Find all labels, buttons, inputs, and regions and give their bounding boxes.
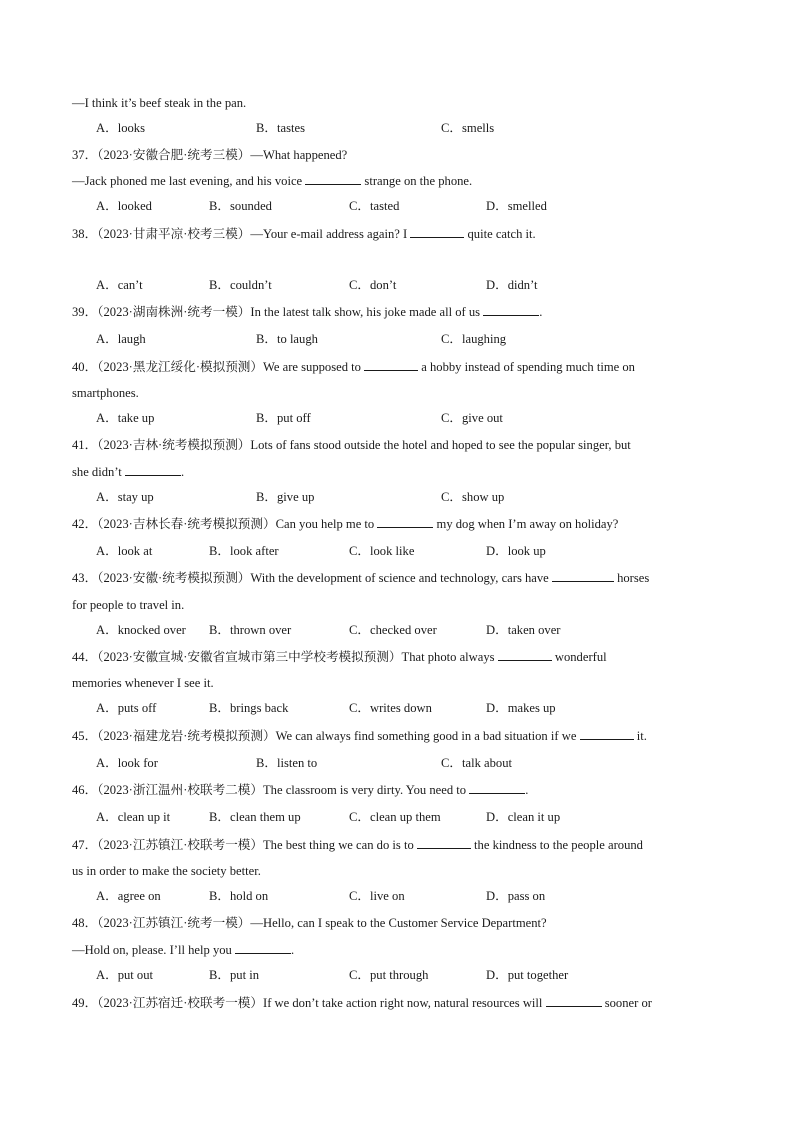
question-43-stem: 43．（2023·安徽·统考模拟预测）With the development of science and technology, cars have horses: [72, 571, 650, 585]
question-44-options: [96, 700, 746, 716]
option-d[interactable]: D．smelled: [486, 199, 547, 213]
option-c[interactable]: C．checked over: [349, 623, 437, 637]
option-a[interactable]: A．agree on: [96, 889, 161, 903]
answer-blank: [483, 304, 539, 316]
option-b[interactable]: B．put off: [256, 411, 311, 425]
answer-blank: [364, 359, 418, 371]
option-b[interactable]: B．sounded: [209, 199, 272, 213]
option-a[interactable]: A．stay up: [96, 490, 154, 504]
option-b[interactable]: B．brings back: [209, 701, 289, 715]
question-47-stem-cont: us in order to make the society better.: [72, 864, 261, 878]
question-42-stem: 42．（2023·吉林长春·统考模拟预测）Can you help me to my dog when I’m away on holiday?: [72, 517, 619, 531]
question-46-stem: 46．（2023·浙江温州·校联考二模）The classroom is very dirty. You need to .: [72, 783, 529, 797]
option-b[interactable]: B．thrown over: [209, 623, 292, 637]
question-49-stem: 49．（2023·江苏宿迁·校联考一模）If we don’t take action right now, natural resources will sooner or: [72, 996, 652, 1010]
option-b[interactable]: B．to laugh: [256, 332, 318, 346]
question-41-stem-cont: she didn’t .: [72, 465, 185, 479]
question-47-stem: 47．（2023·江苏镇江·校联考一模）The best thing we can do is to the kindness to the people around: [72, 838, 643, 852]
question-38-stem: 38．（2023·甘肃平凉·校考三模）—Your e-mail address again? I quite catch it.: [72, 227, 536, 241]
option-b[interactable]: B．clean them up: [209, 810, 301, 824]
option-b[interactable]: B．tastes: [256, 121, 305, 135]
option-c[interactable]: C．show up: [441, 490, 505, 504]
question-39-stem: 39．（2023·湖南株洲·统考一模）In the latest talk show, his joke made all of us .: [72, 305, 543, 319]
answer-blank: [377, 516, 433, 528]
option-d[interactable]: D．look up: [486, 544, 546, 558]
question-39-options: [96, 331, 746, 347]
option-b[interactable]: B．put in: [209, 968, 260, 982]
option-c[interactable]: C．don’t: [349, 278, 397, 292]
answer-blank: [417, 837, 471, 849]
option-b[interactable]: B．give up: [256, 490, 315, 504]
question-41-stem: 41．（2023·吉林·统考模拟预测）Lots of fans stood outside the hotel and hoped to see the popular singer, but: [72, 438, 631, 452]
option-c[interactable]: C．look like: [349, 544, 415, 558]
option-b[interactable]: B．listen to: [256, 756, 318, 770]
answer-blank: [125, 464, 181, 476]
option-a[interactable]: A．looks: [96, 121, 145, 135]
option-c[interactable]: C．clean up them: [349, 810, 441, 824]
answer-blank: [552, 570, 614, 582]
option-a[interactable]: A．put out: [96, 968, 154, 982]
option-c[interactable]: C．talk about: [441, 756, 513, 770]
answer-blank: [469, 782, 525, 794]
question-41-options: [96, 489, 746, 505]
question-48-response: —Hold on, please. I’ll help you .: [72, 943, 295, 957]
option-b[interactable]: B．look after: [209, 544, 279, 558]
option-d[interactable]: D．pass on: [486, 889, 546, 903]
answer-blank: [580, 728, 634, 740]
option-d[interactable]: D．taken over: [486, 623, 561, 637]
option-d[interactable]: D．put together: [486, 968, 569, 982]
question-45-stem: 45．（2023·福建龙岩·统考模拟预测）We can always find something good in a bad situation if we it.: [72, 729, 647, 743]
option-a[interactable]: A．knocked over: [96, 623, 186, 637]
option-a[interactable]: A．puts off: [96, 701, 157, 715]
answer-blank: [546, 995, 602, 1007]
option-c[interactable]: C．laughing: [441, 332, 507, 346]
option-c[interactable]: C．live on: [349, 889, 405, 903]
answer-blank: [235, 942, 291, 954]
question-44-stem: 44．（2023·安徽宣城·安徽省宣城市第三中学校考模拟预测）That photo always wonderful: [72, 650, 607, 664]
question-37-response: —Jack phoned me last evening, and his voice strange on the phone.: [72, 174, 473, 188]
question-42-options: [96, 543, 746, 559]
question-38-options: [96, 277, 746, 293]
option-d[interactable]: D．didn’t: [486, 278, 538, 292]
option-c[interactable]: C．writes down: [349, 701, 432, 715]
option-a[interactable]: A．laugh: [96, 332, 146, 346]
question-37-stem: 37．（2023·安徽合肥·统考三模）—What happened?: [72, 148, 348, 162]
option-c[interactable]: C．tasted: [349, 199, 400, 213]
question-40-options: [96, 410, 746, 426]
question-43-stem-cont: for people to travel in.: [72, 598, 185, 612]
question-48-options: [96, 967, 746, 983]
answer-blank: [305, 173, 361, 185]
option-d[interactable]: D．makes up: [486, 701, 556, 715]
question-36-options: [96, 120, 746, 136]
question-46-options: [96, 809, 746, 825]
option-a[interactable]: A．clean up it: [96, 810, 171, 824]
option-d[interactable]: D．clean it up: [486, 810, 561, 824]
answer-blank: [410, 226, 464, 238]
option-a[interactable]: A．can’t: [96, 278, 143, 292]
question-36-response: —I think it’s beef steak in the pan.: [72, 96, 247, 110]
question-47-options: [96, 888, 746, 904]
question-37-options: [96, 198, 746, 214]
option-a[interactable]: A．looked: [96, 199, 152, 213]
question-48-stem: 48．（2023·江苏镇江·统考一模）—Hello, can I speak to the Customer Service Department?: [72, 916, 547, 930]
option-c[interactable]: C．put through: [349, 968, 429, 982]
option-a[interactable]: A．take up: [96, 411, 155, 425]
option-a[interactable]: A．look at: [96, 544, 153, 558]
option-b[interactable]: B．hold on: [209, 889, 269, 903]
question-45-options: [96, 755, 746, 771]
option-b[interactable]: B．couldn’t: [209, 278, 272, 292]
option-c[interactable]: C．give out: [441, 411, 503, 425]
option-c[interactable]: C．smells: [441, 121, 495, 135]
question-44-stem-cont: memories whenever I see it.: [72, 676, 214, 690]
question-40-stem: 40．（2023·黑龙江绥化·模拟预测）We are supposed to a hobby instead of spending much time on: [72, 360, 635, 374]
answer-blank: [498, 649, 552, 661]
question-40-stem-cont: smartphones.: [72, 386, 139, 400]
question-43-options: [96, 622, 746, 638]
option-a[interactable]: A．look for: [96, 756, 158, 770]
